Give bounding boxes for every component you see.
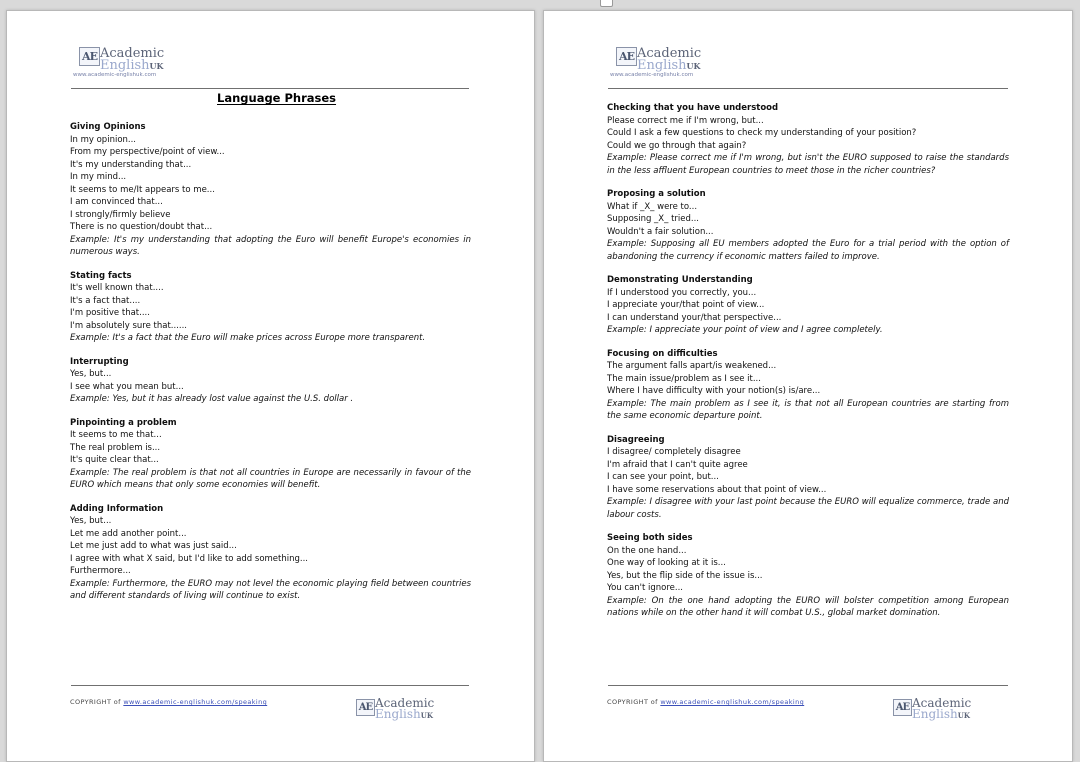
logo-ae-mark: AE — [79, 47, 100, 66]
window-checkbox[interactable] — [600, 0, 613, 7]
phrase-section — [70, 356, 471, 406]
phrase-line: The argument falls apart/is weakened... — [607, 361, 777, 371]
logo-academic-text: Academic — [637, 46, 702, 61]
academic-english-logo — [610, 46, 726, 79]
phrase-line: From my perspective/point of view... — [70, 147, 225, 157]
document-page-right — [543, 10, 1073, 762]
phrase-line: I disagree/ completely disagree — [607, 447, 741, 457]
phrase-line: On the one hand... — [607, 545, 687, 556]
phrase-section — [607, 188, 1009, 263]
academic-english-logo — [73, 46, 189, 79]
example-sentence: Example: It's my understanding that adopting the Euro will benefit Europe's economies in numerous ways. — [70, 234, 471, 257]
section-heading: Giving Opinions — [70, 122, 146, 132]
footer-link[interactable]: www.academic-englishuk.com/speaking — [123, 698, 268, 706]
phrase-line: Let me add another point... — [70, 528, 187, 539]
footer-logo — [356, 698, 436, 720]
logo-ae-mark: AE — [616, 47, 637, 66]
phrase-line: Yes, but... — [70, 516, 112, 526]
example-sentence: Example: The main problem as I see it, is that not all European countries are starting from the same economic departure point. — [607, 398, 1009, 421]
phrase-line: Could we go through that again? — [607, 140, 747, 151]
footer-rule — [608, 685, 1008, 686]
logo-english-text: EnglishUK — [637, 58, 701, 73]
phrase-line: I see what you mean but... — [70, 381, 184, 392]
section-heading: Adding Information — [70, 503, 164, 514]
phrase-line: Supposing _X_ tried... — [607, 214, 699, 224]
section-heading: Disagreeing — [607, 434, 665, 445]
phrase-line: Yes, but... — [70, 369, 112, 379]
document-page-left — [6, 10, 535, 762]
phrase-line: Yes, but the flip side of the issue is... — [607, 570, 763, 581]
phrase-section — [70, 270, 471, 345]
phrase-section — [607, 532, 1009, 620]
phrase-line: There is no question/doubt that... — [70, 222, 213, 232]
example-sentence: Example: On the one hand adopting the EURO will bolster competition among European nations while on the other hand it will combat U.S., global market domination. — [607, 595, 1009, 618]
page-title: Language Phrases — [217, 91, 337, 105]
footer-rule — [71, 685, 469, 686]
phrase-line: It seems to me/It appears to me... — [70, 184, 215, 195]
phrase-line: It's my understanding that... — [70, 159, 192, 170]
phrase-section — [607, 274, 1009, 337]
phrase-line: The main issue/problem as I see it... — [607, 373, 761, 384]
phrase-section — [70, 417, 471, 492]
phrase-line: I can understand your/that perspective... — [607, 312, 782, 323]
logo-academic-text: Academic — [100, 46, 165, 61]
phrase-line: It's well known that.... — [70, 283, 164, 293]
phrase-line: It seems to me that... — [70, 430, 162, 440]
phrase-line: Wouldn't a fair solution... — [607, 226, 714, 237]
phrase-line: In my mind... — [70, 172, 127, 182]
footer-copyright: COPYRIGHT of www.academic-englishuk.com/speaking — [70, 698, 268, 706]
footer-logo-ae-mark: AE — [356, 699, 375, 716]
phrase-line: I agree with what X said, but I'd like to add something... — [70, 553, 308, 564]
phrase-section — [70, 121, 471, 259]
section-heading: Seeing both sides — [607, 533, 693, 543]
phrase-section — [607, 102, 1009, 177]
footer-link[interactable]: www.academic-englishuk.com/speaking — [660, 698, 805, 706]
phrase-line: I strongly/firmly believe — [70, 209, 171, 220]
header-rule — [71, 88, 469, 89]
phrase-line: It's a fact that.... — [70, 295, 141, 306]
section-heading: Focusing on difficulties — [607, 348, 718, 359]
example-sentence: Example: I appreciate your point of view and I agree completely. — [607, 325, 883, 335]
logo-url: www.academic-englishuk.com — [610, 72, 694, 78]
phrase-line: In my opinion... — [70, 134, 137, 145]
section-heading: Checking that you have understood — [607, 103, 779, 113]
phrase-line: I can see your point, but... — [607, 472, 719, 482]
example-sentence: Example: Yes, but it has already lost value against the U.S. dollar . — [70, 394, 354, 404]
phrase-line: I'm absolutely sure that...... — [70, 320, 187, 331]
example-sentence: Example: It's a fact that the Euro will make prices across Europe more transparent. — [70, 333, 426, 343]
phrase-line: I have some reservations about that point of view... — [607, 484, 827, 495]
phrase-line: I'm positive that.... — [70, 308, 150, 318]
phrase-line: What if _X_ were to... — [607, 201, 698, 212]
footer-logo-academic-text: Academic — [912, 696, 972, 710]
footer-logo — [893, 698, 973, 720]
phrase-line: It's quite clear that... — [70, 455, 159, 465]
left-content — [70, 121, 471, 614]
example-sentence: Example: Furthermore, the EURO may not level the economic playing field between countries and different standards of living will continue to exist. — [70, 578, 471, 601]
example-sentence: Example: Please correct me if I'm wrong, but isn't the EURO supposed to raise the standards in the less affluent European countries to meet those in the richer countries? — [607, 153, 1009, 176]
phrase-line: I appreciate your/that point of view... — [607, 300, 765, 310]
logo-url: www.academic-englishuk.com — [73, 72, 157, 78]
phrase-line: You can't ignore... — [607, 583, 683, 593]
phrase-line: Please correct me if I'm wrong, but... — [607, 115, 764, 126]
footer-logo-english-text: EnglishUK — [912, 707, 970, 721]
footer-logo-english-text: EnglishUK — [375, 707, 433, 721]
phrase-line: Let me just add to what was just said... — [70, 541, 237, 551]
phrase-section — [607, 434, 1009, 522]
section-heading: Interrupting — [70, 356, 129, 367]
phrase-line: I'm afraid that I can't quite agree — [607, 459, 748, 470]
section-heading: Stating facts — [70, 270, 132, 281]
example-sentence: Example: I disagree with your last point because the EURO will equalize commerce, trade and labour costs. — [607, 497, 1009, 520]
right-content — [607, 102, 1009, 631]
header-rule — [608, 88, 1008, 89]
footer-logo-ae-mark: AE — [893, 699, 912, 716]
example-sentence: Example: Supposing all EU members adopted the Euro for a trial period with the option of abandoning the currency if economic matters failed to improve. — [607, 239, 1009, 262]
section-heading: Demonstrating Understanding — [607, 275, 753, 285]
example-sentence: Example: The real problem is that not all countries in Europe are necessarily in favour of the EURO which means that only some economies will benefit. — [70, 467, 471, 490]
phrase-section — [607, 348, 1009, 423]
phrase-line: If I understood you correctly, you... — [607, 287, 757, 298]
logo-english-text: EnglishUK — [100, 58, 164, 73]
phrase-line: Furthermore... — [70, 566, 131, 576]
footer-logo-academic-text: Academic — [375, 696, 435, 710]
phrase-line: Could I ask a few questions to check my understanding of your position? — [607, 128, 917, 138]
footer-copyright: COPYRIGHT of www.academic-englishuk.com/speaking — [607, 698, 805, 706]
phrase-line: The real problem is... — [70, 442, 161, 453]
phrase-line: I am convinced that... — [70, 197, 163, 207]
phrase-line: One way of looking at it is... — [607, 558, 726, 568]
section-heading: Proposing a solution — [607, 189, 706, 199]
section-heading: Pinpointing a problem — [70, 417, 177, 428]
phrase-line: Where I have difficulty with your notion(s) is/are... — [607, 386, 821, 396]
phrase-section — [70, 503, 471, 603]
